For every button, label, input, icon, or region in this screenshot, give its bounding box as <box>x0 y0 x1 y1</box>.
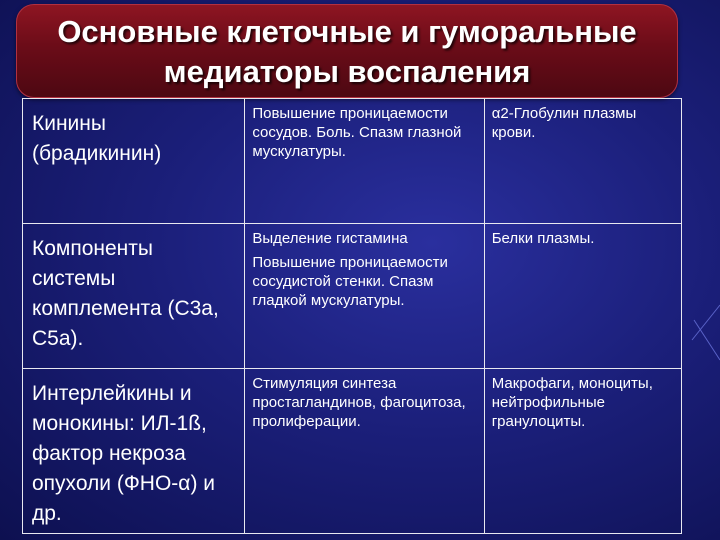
source-cell <box>484 224 681 369</box>
effect-cell <box>245 99 484 224</box>
title-banner <box>16 4 678 98</box>
effect-text-block <box>245 224 483 314</box>
table-row <box>23 99 682 224</box>
effect-cell <box>245 369 484 534</box>
effect-text: Стимуляция синтеза простагландинов, фагоцитоза, пролиферации. <box>252 375 466 430</box>
title-line-1: Основные клеточные и гуморальные <box>57 14 637 49</box>
effect-cell <box>245 224 484 369</box>
mediators-table <box>22 98 682 534</box>
decorative-lines <box>690 300 720 420</box>
effect-text-secondary: Повышение проницаемости сосудистой стенки. Спазм гладкой мускулатуры. <box>252 254 448 309</box>
mediator-cell <box>23 369 245 534</box>
table-row <box>23 369 682 534</box>
mediator-text: Компоненты системы комплемента (С3а, С5а). <box>32 237 219 350</box>
source-text: α2-Глобулин плазмы крови. <box>491 105 637 141</box>
mediator-cell <box>23 224 245 369</box>
source-cell <box>484 369 681 534</box>
mediator-cell <box>23 99 245 224</box>
mediator-text: Интерлейкины и монокины: ИЛ-1ß, фактор некроза опухоли (ФНО-α) и др. <box>32 382 216 525</box>
source-text: Макрофаги, моноциты, нейтрофильные гранулоциты. <box>491 375 653 430</box>
effect-text: Выделение гистамина <box>252 230 408 247</box>
effect-text: Повышение проницаемости сосудов. Боль. Спазм глазной мускулатуры. <box>252 105 462 160</box>
title-line-2: медиаторы воспаления <box>163 54 531 89</box>
table-row <box>23 224 682 369</box>
source-text: Белки плазмы. <box>491 230 595 247</box>
source-cell <box>484 99 681 224</box>
mediator-text: Кинины (брадикинин) <box>32 112 162 165</box>
